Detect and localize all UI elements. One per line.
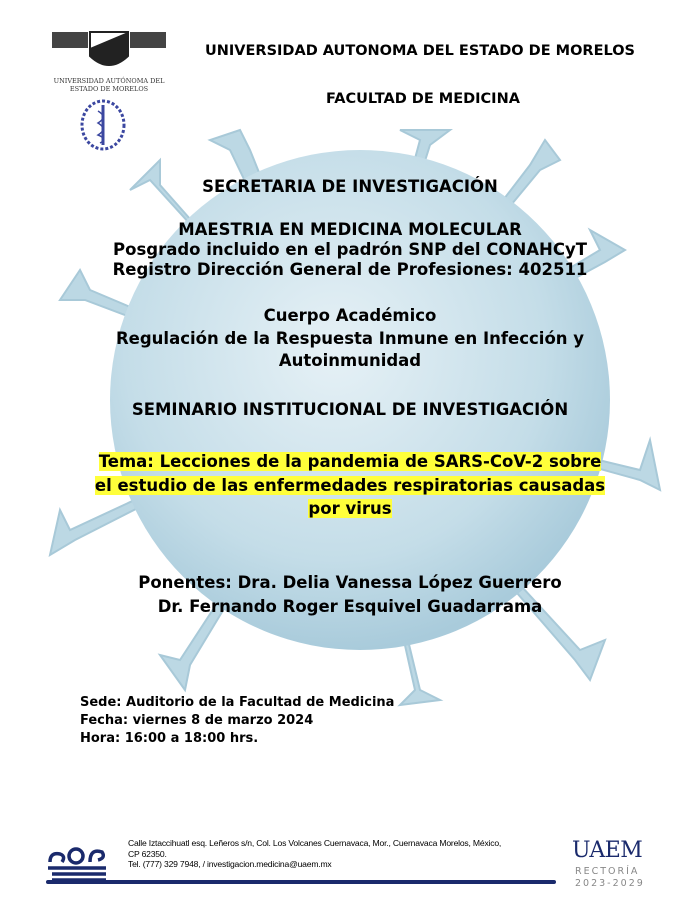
tema-block <box>0 450 700 521</box>
address-line2: CP 62350. <box>128 848 167 859</box>
ponente-1: Ponentes: Dra. Delia Vanessa López Guerrero <box>138 573 562 592</box>
ponentes-block <box>0 571 700 619</box>
faculty-seal-icon <box>78 97 128 153</box>
footer-glyph-icon <box>46 842 110 882</box>
address-line1: Calle Iztaccihuatl esq. Leñeros s/n, Col. Los Volcanes Cuernavaca, Mor., Cuernavaca Morelos, México, <box>128 838 502 848</box>
program-block <box>0 220 700 280</box>
fecha: Fecha: viernes 8 de marzo 2024 <box>80 713 314 728</box>
cuerpo-name-line2: Autoinmunidad <box>278 351 422 370</box>
hora: Hora: 16:00 a 18:00 hrs. <box>80 731 259 746</box>
tema-line1: Tema: Lecciones de la pandemia de SARS-CoV-2 sobre <box>98 452 602 471</box>
footer-divider <box>46 880 556 884</box>
program-name: MAESTRIA EN MEDICINA MOLECULAR <box>178 220 522 239</box>
cuerpo-block <box>0 305 700 373</box>
uaem-logo <box>50 28 168 93</box>
rectoria-label: RECTORÍA <box>575 866 640 877</box>
tema-line3: por virus <box>308 499 392 518</box>
cuerpo-title: Cuerpo Académico <box>263 306 437 325</box>
uaem-brand: UAEM <box>572 838 643 863</box>
footer-address <box>128 838 501 870</box>
faculty-title: FACULTAD DE MEDICINA <box>326 91 520 107</box>
contact-line: Tel. (777) 329 7948, / investigacion.medicina@uaem.mx <box>128 859 332 869</box>
tema-line2: el estudio de las enfermedades respiratorias causadas <box>94 475 606 495</box>
seminario-heading: SEMINARIO INSTITUCIONAL DE INVESTIGACIÓN <box>131 400 569 419</box>
rectoria-period: 2023-2029 <box>575 878 645 889</box>
sede: Sede: Auditorio de la Facultad de Medicina <box>80 695 395 710</box>
uaem-logo-text: UNIVERSIDAD AUTÓNOMA DEL ESTADO DE MORELOS <box>53 77 165 93</box>
rectoria-block <box>575 866 645 890</box>
cuerpo-name-line1: Regulación de la Respuesta Inmune en Infección y <box>115 328 585 348</box>
ponente-2: Dr. Fernando Roger Esquivel Guadarrama <box>157 597 543 616</box>
program-registry: Registro Dirección General de Profesiones: 402511 <box>112 260 588 279</box>
university-title: UNIVERSIDAD AUTONOMA DEL ESTADO DE MORELOS <box>205 43 635 59</box>
event-details <box>80 694 394 748</box>
secretaria-heading: SECRETARIA DE INVESTIGACIÓN <box>202 177 498 196</box>
program-snp: Posgrado incluido en el padrón SNP del CONAHCyT <box>113 240 587 259</box>
uaem-crest-icon <box>50 28 168 73</box>
